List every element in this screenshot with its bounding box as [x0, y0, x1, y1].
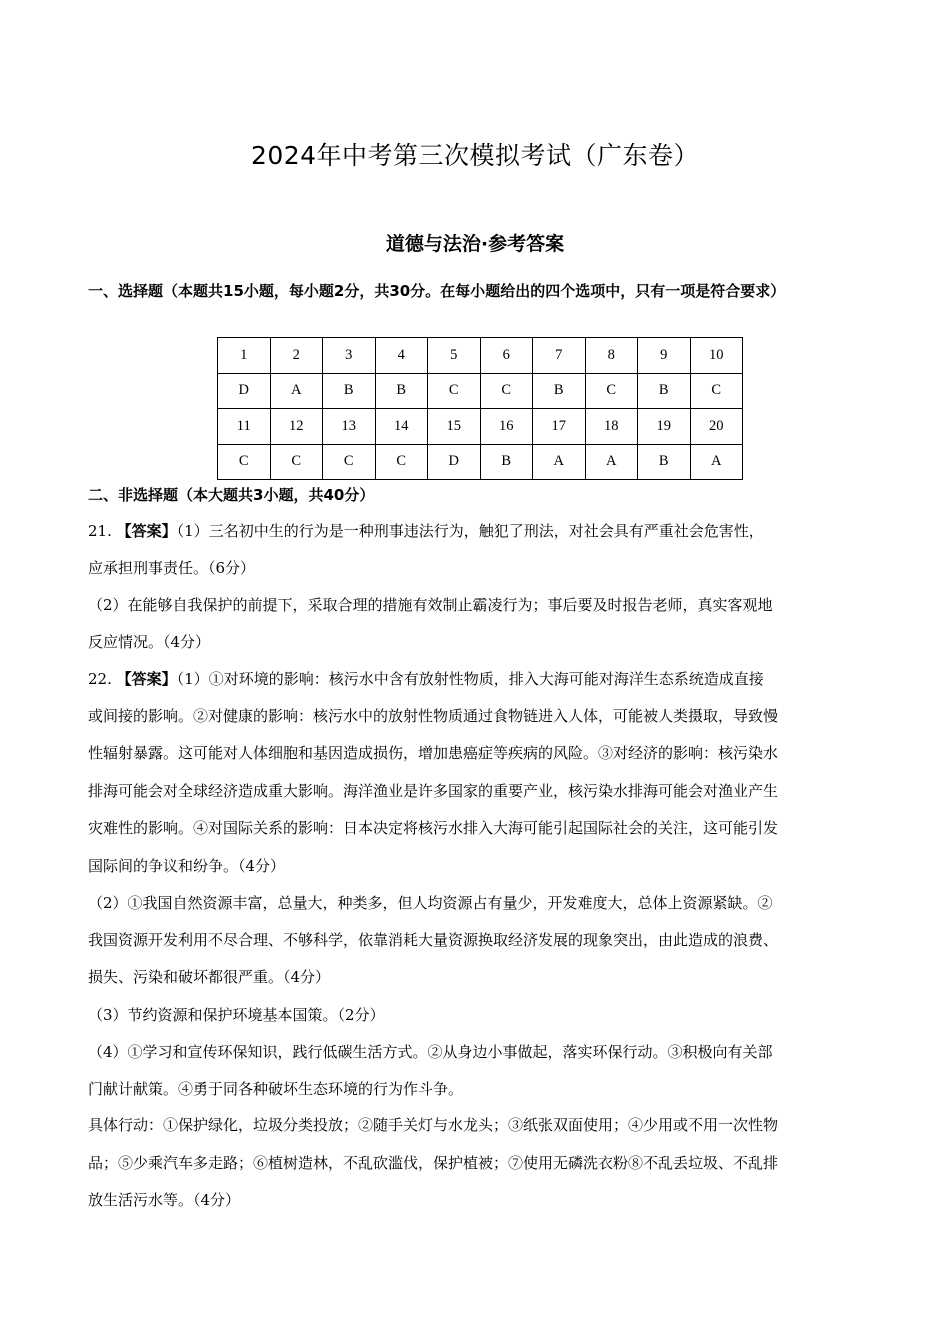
q22-line-15: 放生活污水等。（4分） [88, 1191, 241, 1209]
q21-line-2: 应承担刑事责任。（6分） [88, 559, 256, 577]
question-number-cell: 12 [270, 409, 323, 445]
q22-answer-tag: 【答案】 [116, 670, 177, 688]
table-row [218, 373, 743, 409]
q22-line-8: 我国资源开发利用不尽合理、不够科学，依靠消耗大量资源换取经济发展的现象突出，由此造成的浪费、 [88, 931, 779, 949]
q22-line-2: 或间接的影响。②对健康的影响：核污水中的放射性物质通过食物链进入人体，可能被人类摄取，导致慢 [88, 707, 779, 725]
question-number-cell: 4 [375, 338, 428, 374]
question-number-cell: 1 [218, 338, 271, 374]
q22-line-9: 损失、污染和破坏都很严重。（4分） [88, 968, 331, 986]
q21-line-1-text: （1）三名初中生的行为是一种刑事违法行为，触犯了刑法，对社会具有严重社会危害性， [176, 522, 764, 540]
multiple-choice-answer-table [217, 337, 743, 480]
q21-number: 21. [88, 522, 112, 540]
answer-cell: D [218, 373, 271, 409]
answer-cell: C [270, 444, 323, 480]
q22-line-4: 排海可能会对全球经济造成重大影响。海洋渔业是许多国家的重要产业，核污染水排海可能会对渔业产生 [88, 782, 779, 800]
q22-line-7: （2）①我国自然资源丰富，总量大，种类多，但人均资源占有量少，开发难度大，总体上资源紧缺。② [88, 894, 773, 912]
answer-cell: C [585, 373, 638, 409]
answer-cell: B [638, 373, 691, 409]
question-number-cell: 9 [638, 338, 691, 374]
section2-heading: 二、非选择题（本大题共3小题，共40分） [88, 486, 375, 504]
answer-cell: D [428, 444, 481, 480]
section1-heading: 一、选择题（本题共15小题，每小题2分，共30分。在每小题给出的四个选项中，只有一项是符合要求） [88, 282, 786, 300]
q21-line-4: 反应情况。（4分） [88, 633, 211, 651]
q21-line-3: （2）在能够自我保护的前提下，采取合理的措施有效制止霸凌行为；事后要及时报告老师，真实客观地 [88, 596, 773, 614]
question-number-cell: 14 [375, 409, 428, 445]
q22-line-1 [88, 668, 878, 689]
question-number-cell: 2 [270, 338, 323, 374]
question-number-cell: 20 [690, 409, 743, 445]
q22-line-13: 具体行动：①保护绿化，垃圾分类投放；②随手关灯与水龙头；③纸张双面使用；④少用或不用一次性物 [88, 1116, 779, 1134]
answer-cell: A [690, 444, 743, 480]
question-number-cell: 17 [533, 409, 586, 445]
answer-cell: C [375, 444, 428, 480]
q21-line-1 [88, 520, 878, 541]
table-row [218, 338, 743, 374]
q21-answer-tag: 【答案】 [116, 522, 177, 540]
document-subtitle: 道德与法治·参考答案 [385, 233, 565, 255]
answer-cell: C [428, 373, 481, 409]
q22-line-14: 品；⑤少乘汽车多走路；⑥植树造林，不乱砍滥伐，保护植被；⑦使用无磷洗衣粉⑧不乱丢垃圾、不乱排 [88, 1154, 779, 1172]
question-number-cell: 3 [323, 338, 376, 374]
table-row [218, 409, 743, 445]
answer-cell: A [533, 444, 586, 480]
question-number-cell: 18 [585, 409, 638, 445]
q22-line-3: 性辐射暴露。这可能对人体细胞和基因造成损伤，增加患癌症等疾病的风险。③对经济的影响：核污染水 [88, 744, 779, 762]
question-number-cell: 6 [480, 338, 533, 374]
answer-cell: B [638, 444, 691, 480]
q22-line-5: 灾难性的影响。④对国际关系的影响：日本决定将核污水排入大海可能引起国际社会的关注，这可能引发 [88, 819, 779, 837]
answer-cell: C [690, 373, 743, 409]
question-number-cell: 15 [428, 409, 481, 445]
q22-line-6: 国际间的争议和纷争。（4分） [88, 857, 286, 875]
table-row [218, 444, 743, 480]
question-number-cell: 7 [533, 338, 586, 374]
question-number-cell: 10 [690, 338, 743, 374]
q22-line-10: （3）节约资源和保护环境基本国策。（2分） [88, 1006, 385, 1024]
answer-cell: A [585, 444, 638, 480]
answer-cell: B [375, 373, 428, 409]
question-number-cell: 19 [638, 409, 691, 445]
answer-cell: B [533, 373, 586, 409]
question-number-cell: 13 [323, 409, 376, 445]
answer-cell: C [323, 444, 376, 480]
q22-line-12: 门献计献策。④勇于同各种破坏生态环境的行为作斗争。 [88, 1080, 464, 1098]
question-number-cell: 16 [480, 409, 533, 445]
question-number-cell: 8 [585, 338, 638, 374]
answer-cell: B [480, 444, 533, 480]
document-title: 2024年中考第三次模拟考试（广东卷） [250, 141, 700, 170]
q22-number: 22. [88, 670, 112, 688]
answer-cell: C [480, 373, 533, 409]
q22-line-1-text: （1）①对环境的影响：核污水中含有放射性物质，排入大海可能对海洋生态系统造成直接 [176, 670, 764, 688]
answer-cell: A [270, 373, 323, 409]
question-number-cell: 5 [428, 338, 481, 374]
answer-cell: C [218, 444, 271, 480]
answer-cell: B [323, 373, 376, 409]
question-number-cell: 11 [218, 409, 271, 445]
q22-line-11: （4）①学习和宣传环保知识，践行低碳生活方式。②从身边小事做起，落实环保行动。③积极向有关部 [88, 1043, 773, 1061]
